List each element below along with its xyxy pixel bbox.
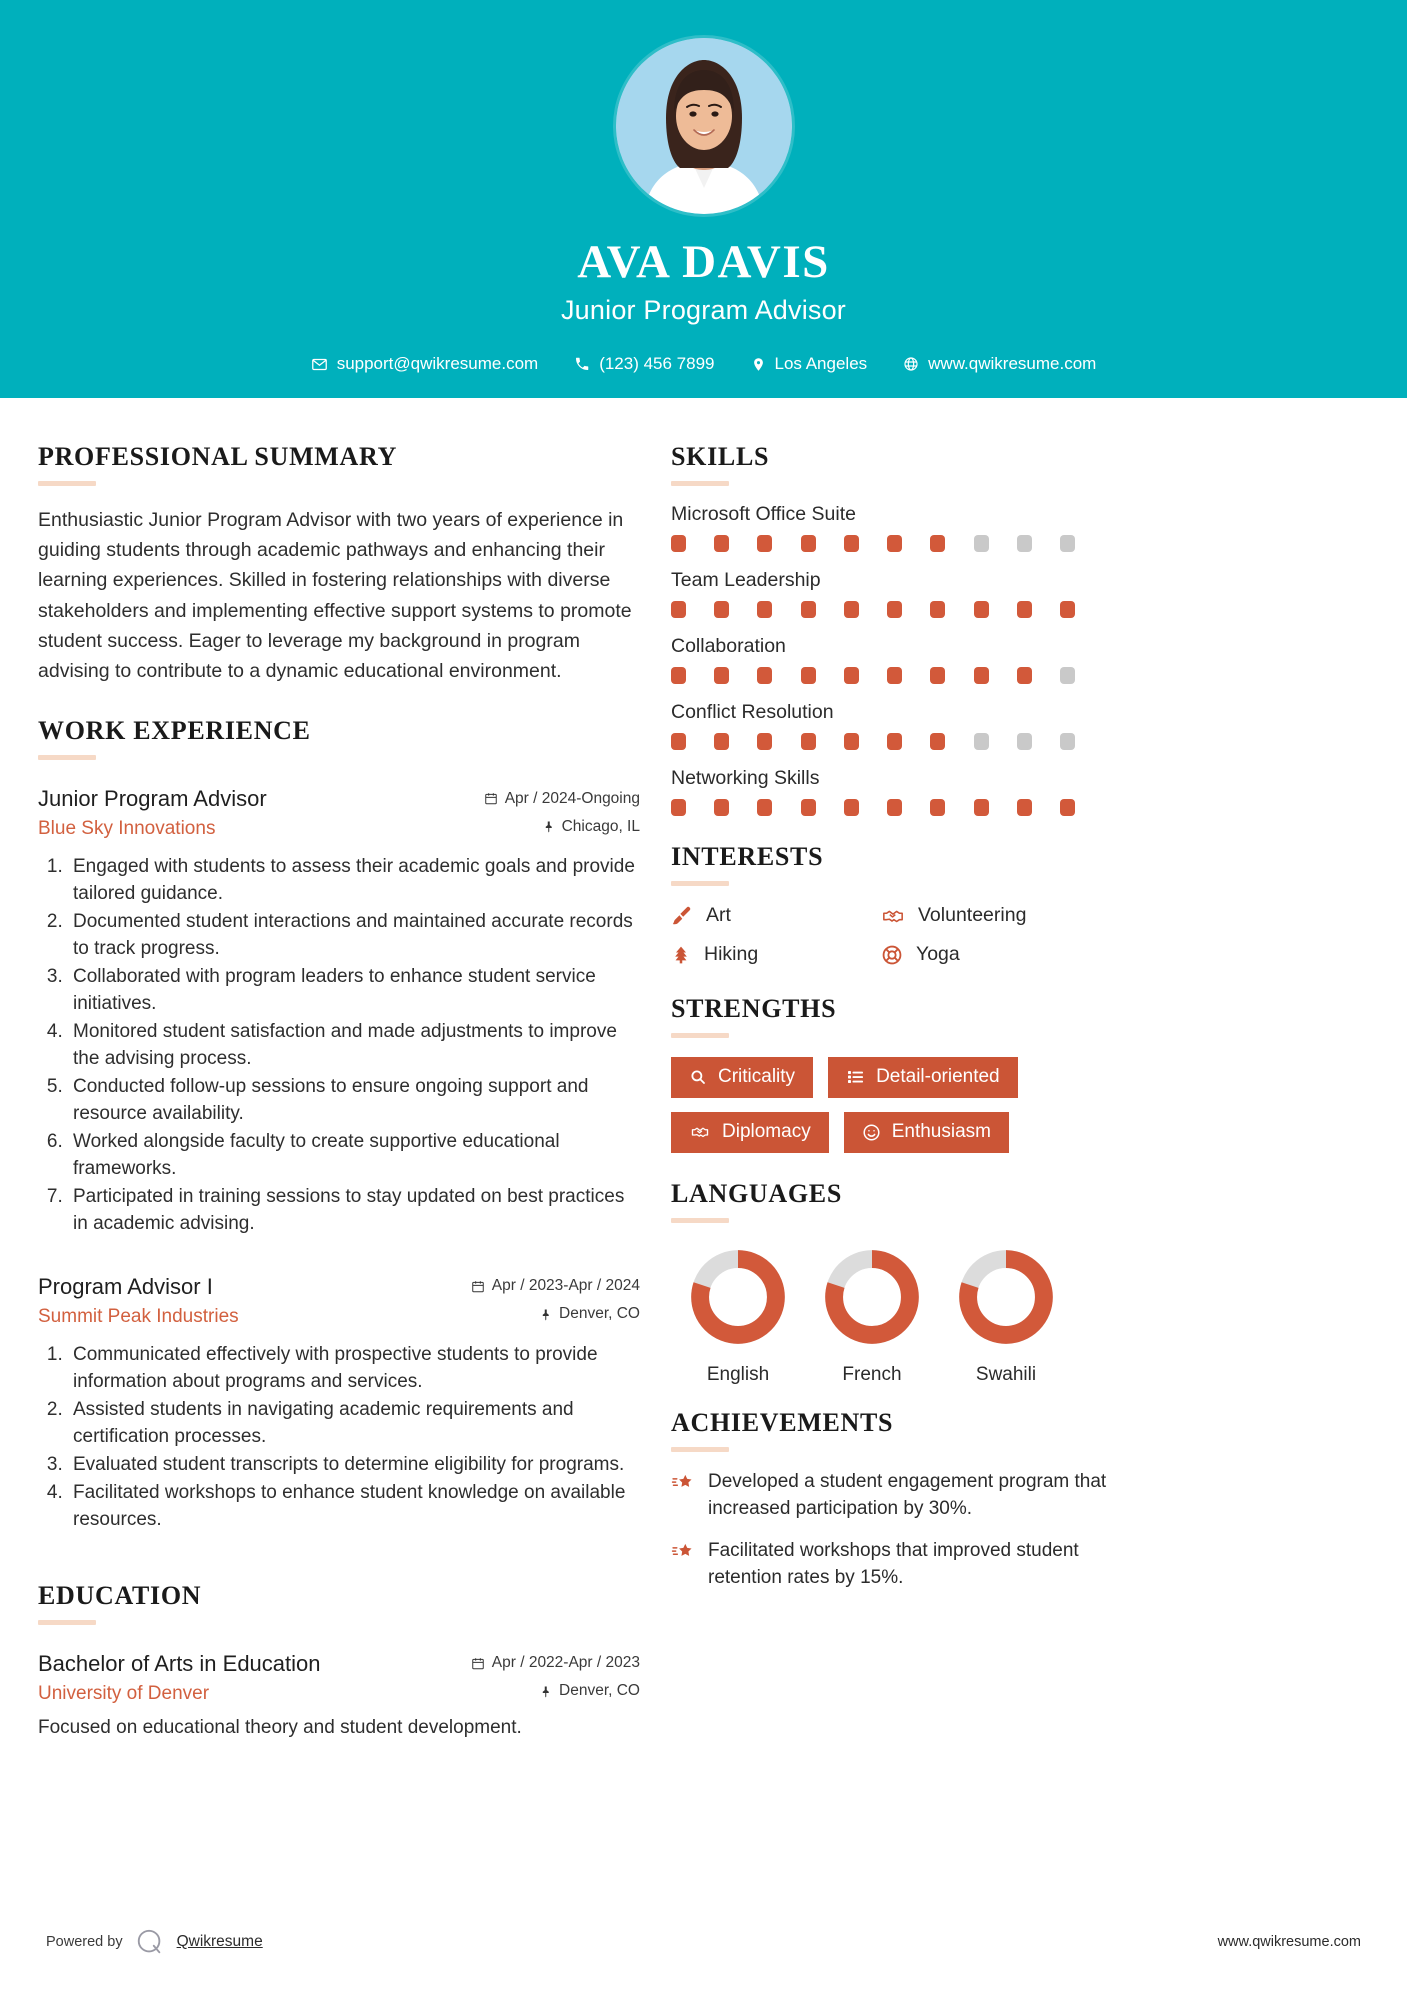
- skill-item: [671, 503, 1377, 552]
- skill-label: Collaboration: [671, 635, 786, 657]
- language-label: English: [706, 1363, 770, 1385]
- section-heading-experience: WORK EXPERIENCE: [38, 716, 311, 746]
- experience-entry-sub: [38, 1300, 640, 1328]
- skill-dot: [801, 535, 816, 552]
- skill-dot: [1017, 799, 1032, 816]
- section-heading-skills: SKILLS: [671, 442, 770, 471]
- section-professional-summary: [38, 442, 640, 686]
- experience-location: [543, 818, 640, 836]
- qwikresume-logo-icon: [135, 1927, 165, 1957]
- experience-dates: [471, 1277, 640, 1295]
- contact-location[interactable]: [733, 354, 886, 374]
- interest-item-hiking: [671, 943, 881, 966]
- list-item: 2. Documented student interactions and maintained accurate records to track progress.: [68, 909, 640, 963]
- list-item: 6. Worked alongside faculty to create supportive educational frameworks.: [68, 1129, 640, 1183]
- section-work-experience: [38, 716, 640, 1533]
- experience-bullets: [38, 1342, 640, 1534]
- section-languages: [671, 1179, 1377, 1386]
- footer-url: www.qwikresume.com: [1217, 1934, 1361, 1950]
- skill-dot: [974, 799, 989, 816]
- education-entry: [38, 1651, 640, 1739]
- resume-header: [0, 0, 1407, 398]
- skill-rating: [671, 667, 1075, 684]
- skill-dot: [1060, 733, 1075, 750]
- list-item: 3. Evaluated student transcripts to determine eligibility for programs.: [68, 1452, 640, 1479]
- experience-location: [540, 1305, 640, 1323]
- contact-row: [293, 354, 1115, 374]
- language-donut: [688, 1247, 788, 1347]
- spacer: [671, 1386, 1377, 1408]
- contact-email-text: support@qwikresume.com: [336, 354, 539, 374]
- skill-dot: [671, 799, 686, 816]
- section-rule: [671, 481, 729, 486]
- avatar: [616, 38, 792, 214]
- section-achievements: [671, 1408, 1377, 1592]
- skill-dot: [801, 601, 816, 618]
- skill-label: Conflict Resolution: [671, 701, 834, 723]
- right-column: [640, 398, 1407, 1606]
- strength-label: Detail-oriented: [876, 1066, 1000, 1087]
- languages-row: [671, 1247, 1377, 1386]
- section-strengths: [671, 994, 1377, 1153]
- list-item: 2. Assisted students in navigating academic requirements and certification processes.: [68, 1397, 640, 1451]
- smiley-icon: [862, 1123, 881, 1142]
- skill-dot: [801, 733, 816, 750]
- qwikresume-link[interactable]: Qwikresume: [176, 1933, 263, 1950]
- contact-phone-text: (123) 456 7899: [599, 354, 715, 374]
- avatar-photo: [616, 38, 792, 214]
- skill-dot: [757, 601, 772, 618]
- skill-item: [671, 569, 1377, 618]
- education-school: University of Denver: [38, 1682, 210, 1704]
- contact-location-text: Los Angeles: [774, 354, 868, 374]
- page-title: AVA DAVIS: [577, 236, 830, 288]
- skill-dot: [1060, 799, 1075, 816]
- skill-item: [671, 767, 1377, 816]
- interests-grid: [671, 904, 1377, 966]
- interest-label: Volunteering: [918, 904, 1027, 926]
- skill-label: Networking Skills: [671, 767, 820, 789]
- phone-icon: [574, 356, 590, 372]
- skill-dot: [887, 535, 902, 552]
- education-location: [540, 1682, 640, 1700]
- tree-icon: [671, 944, 691, 966]
- skill-dot: [714, 733, 729, 750]
- experience-role: Program Advisor I: [38, 1273, 213, 1299]
- experience-entry-sub: [38, 812, 640, 840]
- experience-entry-top: [38, 1274, 640, 1300]
- achievement-item: [671, 1538, 1377, 1592]
- skill-dot: [887, 601, 902, 618]
- interest-label: Art: [706, 904, 731, 926]
- section-heading-education: EDUCATION: [38, 1580, 202, 1610]
- experience-entry: [38, 786, 640, 1238]
- skill-dot: [714, 667, 729, 684]
- spacer: [671, 816, 1377, 842]
- list-item: 4. Monitored student satisfaction and made adjustments to improve the advising process.: [68, 1019, 640, 1073]
- skill-dot: [974, 601, 989, 618]
- education-entry-top: [38, 1651, 640, 1677]
- spacer: [38, 1535, 640, 1581]
- skill-dot: [1017, 667, 1032, 684]
- skill-dot: [974, 535, 989, 552]
- language-donut: [956, 1247, 1056, 1347]
- map-pin-icon: [540, 1684, 552, 1699]
- powered-by-label: Powered by: [46, 1934, 123, 1950]
- skill-dot: [930, 535, 945, 552]
- powered-by-block: [46, 1927, 263, 1957]
- section-heading-languages: LANGUAGES: [671, 1178, 842, 1208]
- skill-dot: [671, 601, 686, 618]
- skill-dot: [801, 799, 816, 816]
- skill-dot: [1060, 535, 1075, 552]
- section-rule: [671, 1218, 729, 1223]
- strength-chip-enthusiasm[interactable]: [844, 1112, 1009, 1153]
- experience-organization: Summit Peak Industries: [38, 1305, 239, 1327]
- location-pin-icon: [751, 356, 766, 373]
- contact-website-text: www.qwikresume.com: [928, 354, 1097, 374]
- experience-entry-top: [38, 786, 640, 812]
- section-skills: [671, 442, 1377, 816]
- interest-item-yoga: [881, 943, 1377, 966]
- section-interests: [671, 842, 1377, 966]
- interest-label: Hiking: [704, 943, 759, 965]
- education-location-text: Denver, CO: [559, 1682, 640, 1700]
- spacer: [38, 686, 640, 716]
- skill-dot: [844, 799, 859, 816]
- experience-organization: Blue Sky Innovations: [38, 818, 216, 840]
- list-item: 4. Facilitated workshops to enhance student knowledge on available resources.: [68, 1480, 640, 1534]
- section-rule: [38, 755, 96, 760]
- language-label: French: [842, 1363, 902, 1385]
- calendar-icon: [484, 791, 498, 806]
- list-item: 3. Collaborated with program leaders to enhance student service initiatives.: [68, 964, 640, 1018]
- skill-label: Team Leadership: [671, 569, 821, 591]
- interest-label: Yoga: [916, 943, 960, 965]
- skill-dot: [1017, 733, 1032, 750]
- achievement-text: Facilitated workshops that improved student retention rates by 15%.: [708, 1539, 1079, 1588]
- section-rule: [671, 1033, 729, 1038]
- education-entry-sub: [38, 1677, 640, 1705]
- list-item: 7. Participated in training sessions to stay updated on best practices in academic advising.: [68, 1184, 640, 1238]
- list-item: 5. Conducted follow-up sessions to ensure ongoing support and resource availability.: [68, 1074, 640, 1128]
- skill-dot: [930, 799, 945, 816]
- strength-chip-diplomacy[interactable]: [671, 1112, 829, 1153]
- skill-dot: [801, 667, 816, 684]
- skill-dot: [714, 799, 729, 816]
- skill-dot: [930, 733, 945, 750]
- summary-text: Enthusiastic Junior Program Advisor with two years of experience in guiding students through academic pathways and enhancing their learning experiences. Skilled in fostering relationships with diverse stakeholders and implementing effective support systems to promote student success. Eager to leverage my background in program advising to contribute to a dynamic educational environment.: [38, 509, 632, 683]
- job-title: Junior Program Advisor: [560, 295, 846, 326]
- strength-label: Enthusiasm: [891, 1120, 991, 1142]
- life-ring-icon: [881, 944, 903, 966]
- strength-chip-criticality[interactable]: [671, 1057, 813, 1098]
- left-column: [0, 398, 640, 1739]
- achievement-text: Developed a student engagement program that increased participation by 30%.: [708, 1470, 1107, 1519]
- skill-item: [671, 635, 1377, 684]
- language-item-french: [805, 1247, 939, 1386]
- list-icon: [846, 1068, 865, 1086]
- language-label: Swahili: [975, 1363, 1037, 1385]
- skill-dot: [1060, 601, 1075, 618]
- skill-dot: [757, 535, 772, 552]
- section-heading-strengths: STRENGTHS: [671, 994, 837, 1023]
- resume-body: [0, 398, 1407, 1739]
- shooting-star-icon: [671, 1538, 695, 1568]
- skill-dot: [757, 667, 772, 684]
- skill-item: [671, 701, 1377, 750]
- calendar-icon: [471, 1279, 485, 1294]
- achievements-list: [671, 1469, 1377, 1592]
- skill-rating: [671, 535, 1075, 552]
- experience-dates-text: Apr / 2024-Ongoing: [504, 789, 640, 807]
- handshake-icon: [689, 1123, 711, 1141]
- skill-dot: [844, 667, 859, 684]
- skill-dot: [1017, 535, 1032, 552]
- skill-dot: [671, 535, 686, 552]
- skill-rating: [671, 601, 1075, 618]
- education-dates: [471, 1654, 640, 1672]
- skill-dot: [714, 535, 729, 552]
- map-pin-icon: [543, 819, 555, 834]
- skill-dot: [844, 601, 859, 618]
- skill-dot: [671, 667, 686, 684]
- skill-dot: [974, 733, 989, 750]
- section-rule: [671, 1447, 729, 1452]
- skill-dot: [930, 667, 945, 684]
- experience-role: Junior Program Advisor: [38, 786, 267, 812]
- skill-dot: [671, 733, 686, 750]
- experience-location-text: Denver, CO: [559, 1305, 640, 1323]
- section-rule: [671, 881, 729, 886]
- skill-rating: [671, 733, 1075, 750]
- education-note: Focused on educational theory and student development.: [38, 1716, 522, 1738]
- language-item-swahili: [939, 1247, 1073, 1386]
- map-pin-icon: [540, 1307, 552, 1322]
- calendar-icon: [471, 1656, 485, 1671]
- skill-dot: [887, 799, 902, 816]
- strengths-chip-list: [671, 1057, 1081, 1153]
- list-item: 1. Communicated effectively with prospective students to provide information about programs and services.: [68, 1342, 640, 1396]
- skill-dot: [1017, 601, 1032, 618]
- section-heading-achievements: ACHIEVEMENTS: [671, 1407, 894, 1437]
- section-heading-summary: PROFESSIONAL SUMMARY: [38, 442, 398, 471]
- strength-chip-detail-oriented[interactable]: [828, 1057, 1018, 1098]
- section-education: [38, 1581, 640, 1739]
- skill-dot: [930, 601, 945, 618]
- footer-inner: [0, 1927, 1407, 1957]
- paintbrush-icon: [671, 905, 693, 927]
- education-degree: Bachelor of Arts in Education: [38, 1650, 321, 1676]
- achievement-item: [671, 1469, 1377, 1523]
- interest-item-volunteering: [881, 904, 1377, 927]
- contact-phone[interactable]: [556, 354, 732, 374]
- magnifier-icon: [689, 1068, 707, 1086]
- contact-website[interactable]: [885, 354, 1114, 374]
- skill-dot: [757, 733, 772, 750]
- skill-dot: [844, 733, 859, 750]
- section-rule: [38, 481, 96, 486]
- skill-dot: [887, 733, 902, 750]
- interest-item-art: [671, 904, 881, 927]
- language-donut: [822, 1247, 922, 1347]
- experience-dates: [484, 790, 640, 808]
- skill-label: Microsoft Office Suite: [671, 503, 856, 525]
- experience-bullets: [38, 854, 640, 1238]
- skill-dot: [714, 601, 729, 618]
- experience-dates-text: Apr / 2023-Apr / 2024: [491, 1277, 640, 1295]
- resume-footer: [0, 1927, 1407, 1950]
- skill-dot: [974, 667, 989, 684]
- list-item: 1. Engaged with students to assess their academic goals and provide tailored guidance.: [68, 854, 640, 908]
- language-item-english: [671, 1247, 805, 1386]
- strength-label: Criticality: [718, 1066, 796, 1087]
- globe-icon: [903, 356, 919, 372]
- strength-label: Diplomacy: [722, 1120, 811, 1142]
- section-heading-interests: INTERESTS: [671, 842, 824, 871]
- experience-entry: [38, 1274, 640, 1534]
- envelope-icon: [311, 356, 328, 373]
- skill-dot: [887, 667, 902, 684]
- spacer: [671, 1153, 1377, 1179]
- spacer: [671, 966, 1377, 994]
- skill-dot: [844, 535, 859, 552]
- contact-email[interactable]: [293, 354, 557, 374]
- shooting-star-icon: [671, 1469, 695, 1499]
- skill-dot: [757, 799, 772, 816]
- skill-dot: [1060, 667, 1075, 684]
- section-rule: [38, 1620, 96, 1625]
- education-dates-text: Apr / 2022-Apr / 2023: [491, 1654, 640, 1672]
- skill-rating: [671, 799, 1075, 816]
- handshake-icon: [881, 905, 905, 927]
- experience-location-text: Chicago, IL: [561, 817, 640, 835]
